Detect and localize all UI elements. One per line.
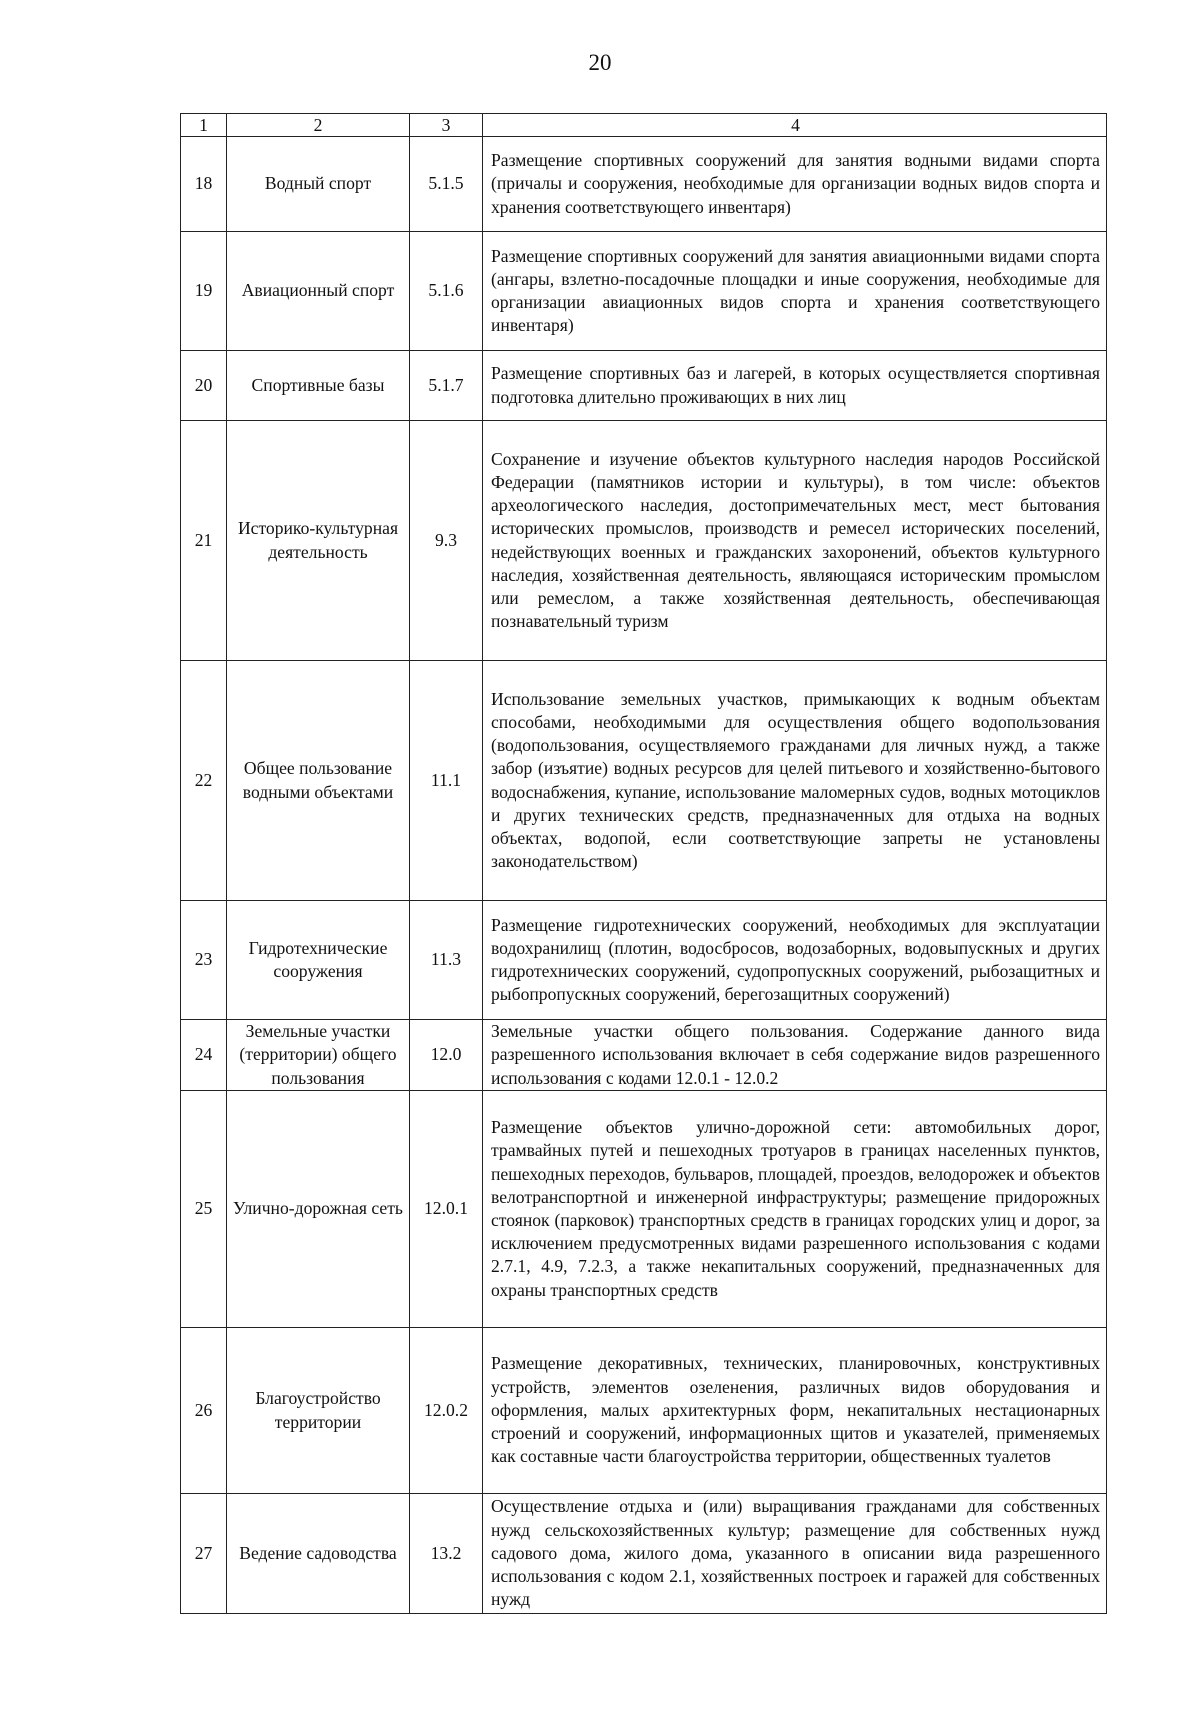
table-row bbox=[181, 901, 1107, 1020]
land-use-table bbox=[180, 113, 1107, 1614]
table-row bbox=[181, 1020, 1107, 1091]
row-number: 19 bbox=[181, 232, 227, 351]
row-code: 5.1.7 bbox=[410, 351, 483, 421]
table-row bbox=[181, 1494, 1107, 1614]
row-code: 11.3 bbox=[410, 901, 483, 1020]
page-number-text: 20 bbox=[588, 50, 612, 75]
table-header bbox=[181, 114, 1107, 137]
row-description: Сохранение и изучение объектов культурного наследия народов Российской Федерации (памятников истории и культуры), в том числе: объектов археологического наследия, достопримечательных мест, мест бытования исторических промыслов, производств и ремесел исторических поселений, недействующих военных и гражданских захоронений, объектов культурного наследия, хозяйственная деятельность, являющаяся историческим промыслом или ремеслом, а также хозяйственная деятельность, обеспечивающая познавательный туризм bbox=[483, 421, 1107, 661]
row-number: 27 bbox=[181, 1494, 227, 1614]
row-name: Авиационный спорт bbox=[227, 232, 410, 351]
row-code: 5.1.6 bbox=[410, 232, 483, 351]
row-code: 9.3 bbox=[410, 421, 483, 661]
row-name: Историко-культурная деятельность bbox=[227, 421, 410, 661]
header-col-2: 2 bbox=[227, 114, 410, 137]
table-row bbox=[181, 661, 1107, 901]
row-name: Земельные участки (территории) общего пользования bbox=[227, 1020, 410, 1091]
row-code: 12.0.1 bbox=[410, 1091, 483, 1328]
row-description: Земельные участки общего пользования. Содержание данного вида разрешенного использования включает в себя содержание видов разрешенного использования с кодами 12.0.1 - 12.0.2 bbox=[483, 1020, 1107, 1091]
row-number: 18 bbox=[181, 137, 227, 232]
table-row bbox=[181, 137, 1107, 232]
row-name: Улично-дорожная сеть bbox=[227, 1091, 410, 1328]
row-name: Общее пользование водными объектами bbox=[227, 661, 410, 901]
header-col-4: 4 bbox=[483, 114, 1107, 137]
table-row bbox=[181, 351, 1107, 421]
header-col-1: 1 bbox=[181, 114, 227, 137]
row-name: Водный спорт bbox=[227, 137, 410, 232]
row-description: Размещение декоративных, технических, планировочных, конструктивных устройств, элементов озеленения, различных видов оборудования и оформления, малых архитектурных форм, некапитальных нестационарных строений и сооружений, информационных щитов и указателей, применяемых как составные части благоустройства территории, общественных туалетов bbox=[483, 1328, 1107, 1494]
row-code: 13.2 bbox=[410, 1494, 483, 1614]
table-row bbox=[181, 232, 1107, 351]
row-number: 26 bbox=[181, 1328, 227, 1494]
row-number: 23 bbox=[181, 901, 227, 1020]
row-name: Гидротехнические сооружения bbox=[227, 901, 410, 1020]
row-number: 20 bbox=[181, 351, 227, 421]
row-name: Ведение садоводства bbox=[227, 1494, 410, 1614]
row-description: Использование земельных участков, примыкающих к водным объектам способами, необходимыми для осуществления общего водопользования (водопользования, осуществляемого гражданами для личных нужд, а также забор (изъятие) водных ресурсов для целей питьевого и хозяйственно-бытового водоснабжения, купание, использование маломерных судов, водных мотоциклов и других технических средств, предназначенных для отдыха на водных объектах, водопой, если соответствующие запреты не установлены законодательством) bbox=[483, 661, 1107, 901]
header-col-3: 3 bbox=[410, 114, 483, 137]
row-description: Размещение объектов улично-дорожной сети: автомобильных дорог, трамвайных путей и пешеходных тротуаров в границах населенных пунктов, пешеходных переходов, бульваров, площадей, проездов, велодорожек и объектов велотранспортной и инженерной инфраструктуры; размещение придорожных стоянок (парковок) транспортных средств в границах городских улиц и дорог, за исключением предусмотренных видами разрешенного использования с кодами 2.7.1, 4.9, 7.2.3, а также некапитальных сооружений, предназначенных для охраны транспортных средств bbox=[483, 1091, 1107, 1328]
row-code: 12.0 bbox=[410, 1020, 483, 1091]
page-number bbox=[0, 50, 1200, 76]
table-row bbox=[181, 1328, 1107, 1494]
row-name: Спортивные базы bbox=[227, 351, 410, 421]
row-code: 5.1.5 bbox=[410, 137, 483, 232]
header-row bbox=[181, 114, 1107, 137]
row-description: Размещение спортивных баз и лагерей, в которых осуществляется спортивная подготовка длительно проживающих в них лиц bbox=[483, 351, 1107, 421]
row-number: 21 bbox=[181, 421, 227, 661]
row-number: 22 bbox=[181, 661, 227, 901]
row-number: 25 bbox=[181, 1091, 227, 1328]
row-description: Размещение гидротехнических сооружений, необходимых для эксплуатации водохранилищ (плотин, водосбросов, водозаборных, водовыпускных и других гидротехнических сооружений, судопропускных сооружений, рыбозащитных и рыбопропускных сооружений, берегозащитных сооружений) bbox=[483, 901, 1107, 1020]
row-code: 12.0.2 bbox=[410, 1328, 483, 1494]
row-description: Размещение спортивных сооружений для занятия авиационными видами спорта (ангары, взлетно-посадочные площадки и иные сооружения, необходимые для организации авиационных видов спорта и хранения соответствующего инвентаря) bbox=[483, 232, 1107, 351]
table-row bbox=[181, 421, 1107, 661]
row-code: 11.1 bbox=[410, 661, 483, 901]
row-name: Благоустройство территории bbox=[227, 1328, 410, 1494]
row-description: Осуществление отдыха и (или) выращивания гражданами для собственных нужд сельскохозяйственных культур; размещение для собственных нужд садового дома, жилого дома, указанного в описании вида разрешенного использования с кодом 2.1, хозяйственных построек и гаражей для собственных нужд bbox=[483, 1494, 1107, 1614]
row-description: Размещение спортивных сооружений для занятия водными видами спорта (причалы и сооружения, необходимые для организации водных видов спорта и хранения соответствующего инвентаря) bbox=[483, 137, 1107, 232]
row-number: 24 bbox=[181, 1020, 227, 1091]
table-body bbox=[181, 137, 1107, 1614]
table-row bbox=[181, 1091, 1107, 1328]
